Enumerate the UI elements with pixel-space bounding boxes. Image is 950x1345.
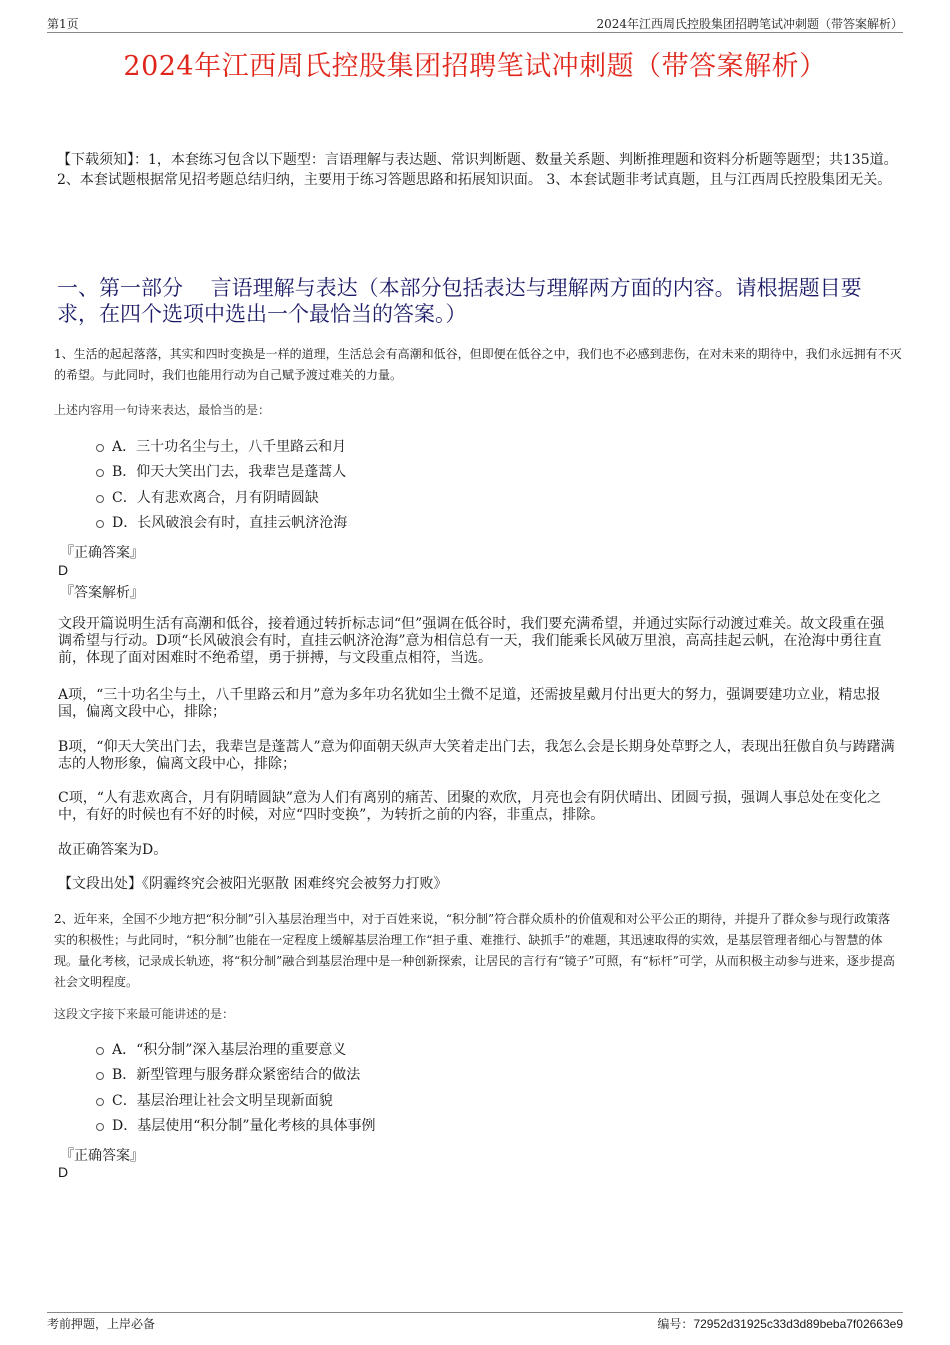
analysis-paragraph: B项，“仰天大笑出门去，我辈岂是蓬蒿人”意为仰面朝天纵声大笑着走出门去，我怎么会是长期身处草野之人，表现出狂傲自负与踌躇满志的人物形象，偏离文段中心，排除； (58, 739, 895, 772)
radio-icon[interactable] (96, 1123, 104, 1131)
correct-answer: D (58, 1164, 69, 1180)
radio-icon[interactable] (96, 1098, 104, 1106)
answer-label: 『正确答案』 (60, 545, 144, 561)
option-d[interactable]: D．基层使用“积分制”量化考核的具体事例 (96, 1113, 376, 1139)
radio-icon[interactable] (96, 1072, 104, 1080)
download-notice: 【下载须知】：1，本套练习包含以下题型：言语理解与表达题、常识判断题、数量关系题、判断推理题和资料分析题等题型；共135道。 2、本套试题根据常见招考题总结归纳，主要用于练习答题思路和拓展知识面。 3、本套试题非考试真题，且与江西周氏控股集团无关。 (57, 152, 898, 188)
document-title: 2024年江西周氏控股集团招聘笔试冲刺题（带答案解析） (123, 51, 827, 82)
analysis-paragraph: A项，“三十功名尘与土，八千里路云和月”意为多年功名犹如尘土微不足道，还需披星戴月付出更大的努力，强调要建功立业，精忠报国，偏离文段中心，排除； (58, 687, 881, 720)
radio-icon[interactable] (96, 520, 104, 528)
radio-icon[interactable] (96, 495, 104, 503)
option-b[interactable]: B．新型管理与服务群众紧密结合的做法 (96, 1062, 376, 1088)
correct-answer: D (58, 562, 69, 578)
question-2-prompt: 这段文字接下来最可能讲述的是： (54, 1007, 235, 1021)
page-footer (47, 1312, 903, 1331)
analysis-conclusion: 故正确答案为D。 (58, 842, 168, 858)
option-c[interactable]: C．人有悲欢离合，月有阴晴圆缺 (96, 484, 347, 510)
option-c[interactable]: C．基层治理让社会文明呈现新面貌 (96, 1087, 376, 1113)
answer-label: 『正确答案』 (60, 1148, 144, 1164)
running-title: 2024年江西周氏控股集团招聘笔试冲刺题（带答案解析） (596, 17, 903, 31)
option-a[interactable]: A．“积分制”深入基层治理的重要意义 (96, 1036, 376, 1062)
footer-slogan: 考前押题，上岸必备 (47, 1317, 156, 1331)
question-1-prompt: 上述内容用一句诗来表达，最恰当的是： (54, 403, 271, 417)
question-1-options (96, 433, 347, 535)
option-d[interactable]: D．长风破浪会有时，直挂云帆济沧海 (96, 510, 347, 536)
document-code: 编号：72952d31925c33d3d89beba7f02663e9 (657, 1317, 903, 1331)
page-header (47, 12, 903, 33)
question-2-text: 2、近年来，全国不少地方把“积分制”引入基层治理当中，对于百姓来说，“积分制”符合群众质朴的价值观和对公平公正的期待，并提升了群众参与现行政策落实的积极性；与此同时，“积分制”也能在一定程度上缓解基层治理工作“担子重、难推行、缺抓手”的难题，其迅速取得的实效，是基层管理者细心与智慧的体现。量化考核，记录成长轨迹，将“积分制”融合到基层治理中是一种创新探索，让居民的言行有“镜子”可照，有“标杆”可学，从而积极主动参与进来，逐步提高社会文明程度。 (54, 912, 895, 989)
radio-icon[interactable] (96, 444, 104, 452)
question-2-options (96, 1036, 376, 1138)
text-source: 【文段出处】《阴霾终究会被阳光驱散 困难终究会被努力打败》 (58, 876, 448, 892)
page-number: 第1页 (47, 17, 79, 31)
question-1-text: 1、生活的起起落落，其实和四时变换是一样的道理，生活总会有高潮和低谷，但即便在低谷之中，我们也不必感到悲伤，在对未来的期待中，我们永远拥有不灭的希望。与此同时，我们也能用行动为自己赋予渡过难关的力量。 (54, 347, 902, 382)
analysis-paragraph: 文段开篇说明生活有高潮和低谷，接着通过转折标志词“但”强调在低谷时，我们要充满希望，并通过实际行动渡过难关。故文段重在强调希望与行动。D项“长风破浪会有时，直挂云帆济沧海”意为相信总有一天，我们能乘长风破万里浪，高高挂起云帆，在沧海中勇往直前，体现了面对困难时不绝希望，勇于拼搏，与文段重点相符，当选。 (58, 616, 885, 666)
analysis-paragraph: C项，“人有悲欢离合，月有阴晴圆缺”意为人们有离别的痛苦、团聚的欢欣，月亮也会有阴伏晴出、团圆亏损，强调人事总处在变化之中，有好的时候也有不好的时候，对应“四时变换”，为转折之前的内容，非重点，排除。 (58, 790, 882, 823)
option-a[interactable]: A．三十功名尘与土，八千里路云和月 (96, 433, 347, 459)
option-b[interactable]: B．仰天大笑出门去，我辈岂是蓬蒿人 (96, 459, 347, 485)
analysis-label: 『答案解析』 (60, 585, 144, 601)
radio-icon[interactable] (96, 1047, 104, 1055)
radio-icon[interactable] (96, 469, 104, 477)
section-title: 一、第一部分 言语理解与表达（本部分包括表达与理解两方面的内容。请根据题目要求，在四个选项中选出一个最恰当的答案。） (57, 276, 862, 326)
